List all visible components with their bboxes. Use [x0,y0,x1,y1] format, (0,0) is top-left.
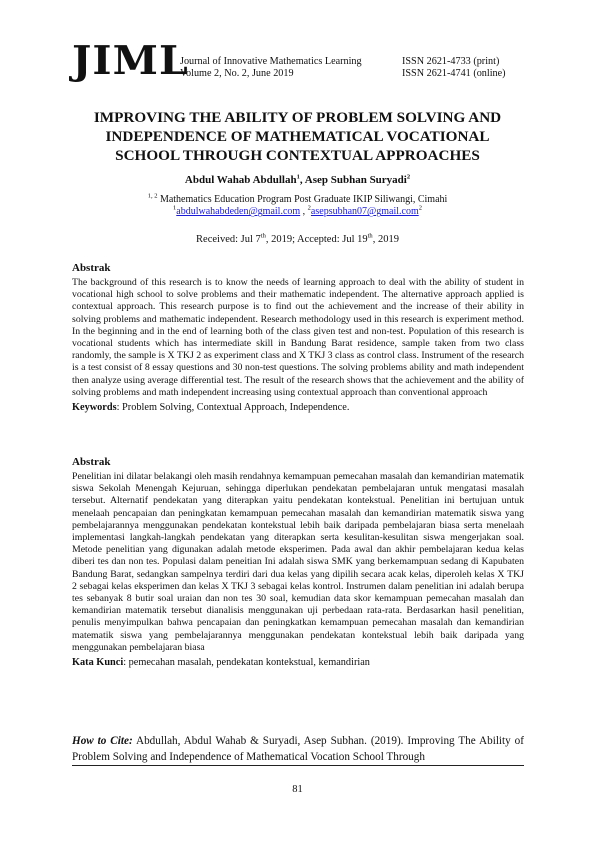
email-sup: 2 [418,204,422,212]
email-link-2[interactable]: asepsubhan07@gmail.com [310,206,419,218]
author-separator: , [299,174,305,186]
journal-volume: Volume 2, No. 2, June 2019 [180,68,294,80]
cite-text: Abdullah, Abdul Wahab & Suryadi, Asep Subhan. (2019). Improving The Ability of Problem Solving and Independence of Mathematical Vocation School Through [72,735,524,763]
email-line [60,206,535,218]
abstract-body: Penelitian ini dilatar belakangi oleh masih rendahnya kemampuan pemecahan masalah dan kemandirian matematik siswa Sekolah Menengah Kejuruan, sehingga diperlukan pendekatan pembelajaran untuk mengatasi masalah tersebut. Alternatif pendekatan yang diterapkan yaitu pendekatan kontekstual. Penelitian ini bertujuan untuk menelaah pencapaian dan peningkatan kemampuan pemecahan masalah dan kemandirian matematik siswa yang pembelajarannya menggunakan pendekatan kontekstual lebih baik daripada pembelajaran biasa serta menelaah implementasi langkah-langkah pendekatan yang diterapkan serta kesulitan-kesulitan siswa mengerjakan soal. Metode penelitian yang digunakan adalah metode eksperimen. Pada awal dan akhir pembelajaran kedua kelas diberi tes dan non tes. Populasi dalam peneitian Ini adalah siswa SMK yang berkemampuan sedang di Kapubaten Bandung Barat, sedangkan sampelnya terdiri dari dua kelas yang dipilih secara acak kelas, diperoleh kelas X TKJ 2 sebagai kelas eksperimen dan kelas X TKJ 3 sebagai kelas kontrol. Instrumen dalam penelitian ini adalah berupa tes sebanyak 8 butir soal uraian dan non tes 30 soal, kemudian data skor kemampuan pemecahan masalah dan kemandirian matematik tersebut dianalisis menggunakan uji perbedaan rata-rata. Berdasarkan hasil penelitian, penulis menyimpulkan bahwa pencapaian dan peningkatkan kemampuan pemecahan masalah dan kemandirian matematik siswa yang pembelajarannya menggunakan pendekatan kontekstual lebih baik daripada yang menggunakan pembelajaran biasa [72,471,524,653]
author-sup: 1 [296,173,300,181]
paper-title [60,108,535,165]
received-date: Received: Jul 7 [196,234,261,245]
keywords-label: Keywords [72,402,117,414]
title-line: INDEPENDENCE OF MATHEMATICAL VOCATIONAL [105,128,490,145]
keywords [72,657,524,668]
abstract-english [72,262,524,413]
email-sup: 2 [307,204,311,212]
affiliation [60,194,535,219]
keywords-text: : pemecahan masalah, pendekatan kontekstual, kemandirian [123,657,370,669]
date-tail: , 2019 [372,234,399,245]
keywords-text: : Problem Solving, Contextual Approach, Independence. [116,402,350,414]
page-number: 81 [292,784,303,795]
issn-online: ISSN 2621-4741 (online) [402,68,506,80]
abstract-heading: Abstrak [72,456,111,468]
affiliation-line [60,194,535,206]
accepted-date: , 2019; Accepted: Jul 19 [265,234,368,245]
issn-print: ISSN 2621-4733 (print) [402,56,500,67]
email-link-1[interactable]: abdulwahabdeden@gmail.com [176,206,301,218]
abstract-body: The background of this research is to know the needs of learning approach to deal with the ability of student in vocational high school to solve problems and their mathematic independent. The alternative approach applied is contextual approach. This research purpose is to find out the achievement and the increase of their ability in solving problems and mathematic independent. Research methodology used in this research is experiment method. In the beginning and in the end of learning both of the class given test and non-test. Population of this research is vocational students which has intermediate skill in Bandung Barat residence, sample taken from two class randomly, the sample is X TKJ 2 as experiment class and X TKJ 3 class as control class. Instrument of the research is a test consist of 8 essay questions and 30 non-test questions. The solving problems ability and math independent then analyze using average differential test. The result of the research shows that the achievement and the ability of solving problems and math independent increasing using contextual approach than conventional approach [72,277,524,398]
abstract-heading: Abstrak [72,262,111,274]
email-separator: , [300,206,308,218]
journal-name: Journal of Innovative Mathematics Learning [180,56,362,67]
journal-logo: JIML [72,38,189,84]
affiliation-sup: 1, 2 [147,192,158,200]
author-sup: 2 [406,173,411,181]
email-sup: 1 [173,204,177,212]
abstract-indonesian [72,456,524,668]
title-line: SCHOOL THROUGH CONTEXTUAL APPROACHES [115,147,480,164]
footer-rule [72,765,524,766]
keywords [72,402,524,413]
author-name: Abdul Wahab Abdullah [184,174,297,186]
issn-block [402,56,506,80]
keywords-label: Kata Kunci [72,657,124,669]
date-sup: th [367,232,373,240]
journal-info [180,56,362,80]
how-to-cite [72,733,524,765]
title-line: IMPROVING THE ABILITY OF PROBLEM SOLVING AND [93,109,502,126]
affiliation-text: Mathematics Education Program Post Graduate IKIP Siliwangi, Cimahi [157,194,448,205]
received-accepted-dates [60,234,535,245]
author-name: Asep Subhan Suryadi [304,174,407,186]
date-sup: th [260,232,266,240]
cite-label: How to Cite: [72,735,133,747]
journal-header [72,38,527,86]
author-list [60,174,535,186]
